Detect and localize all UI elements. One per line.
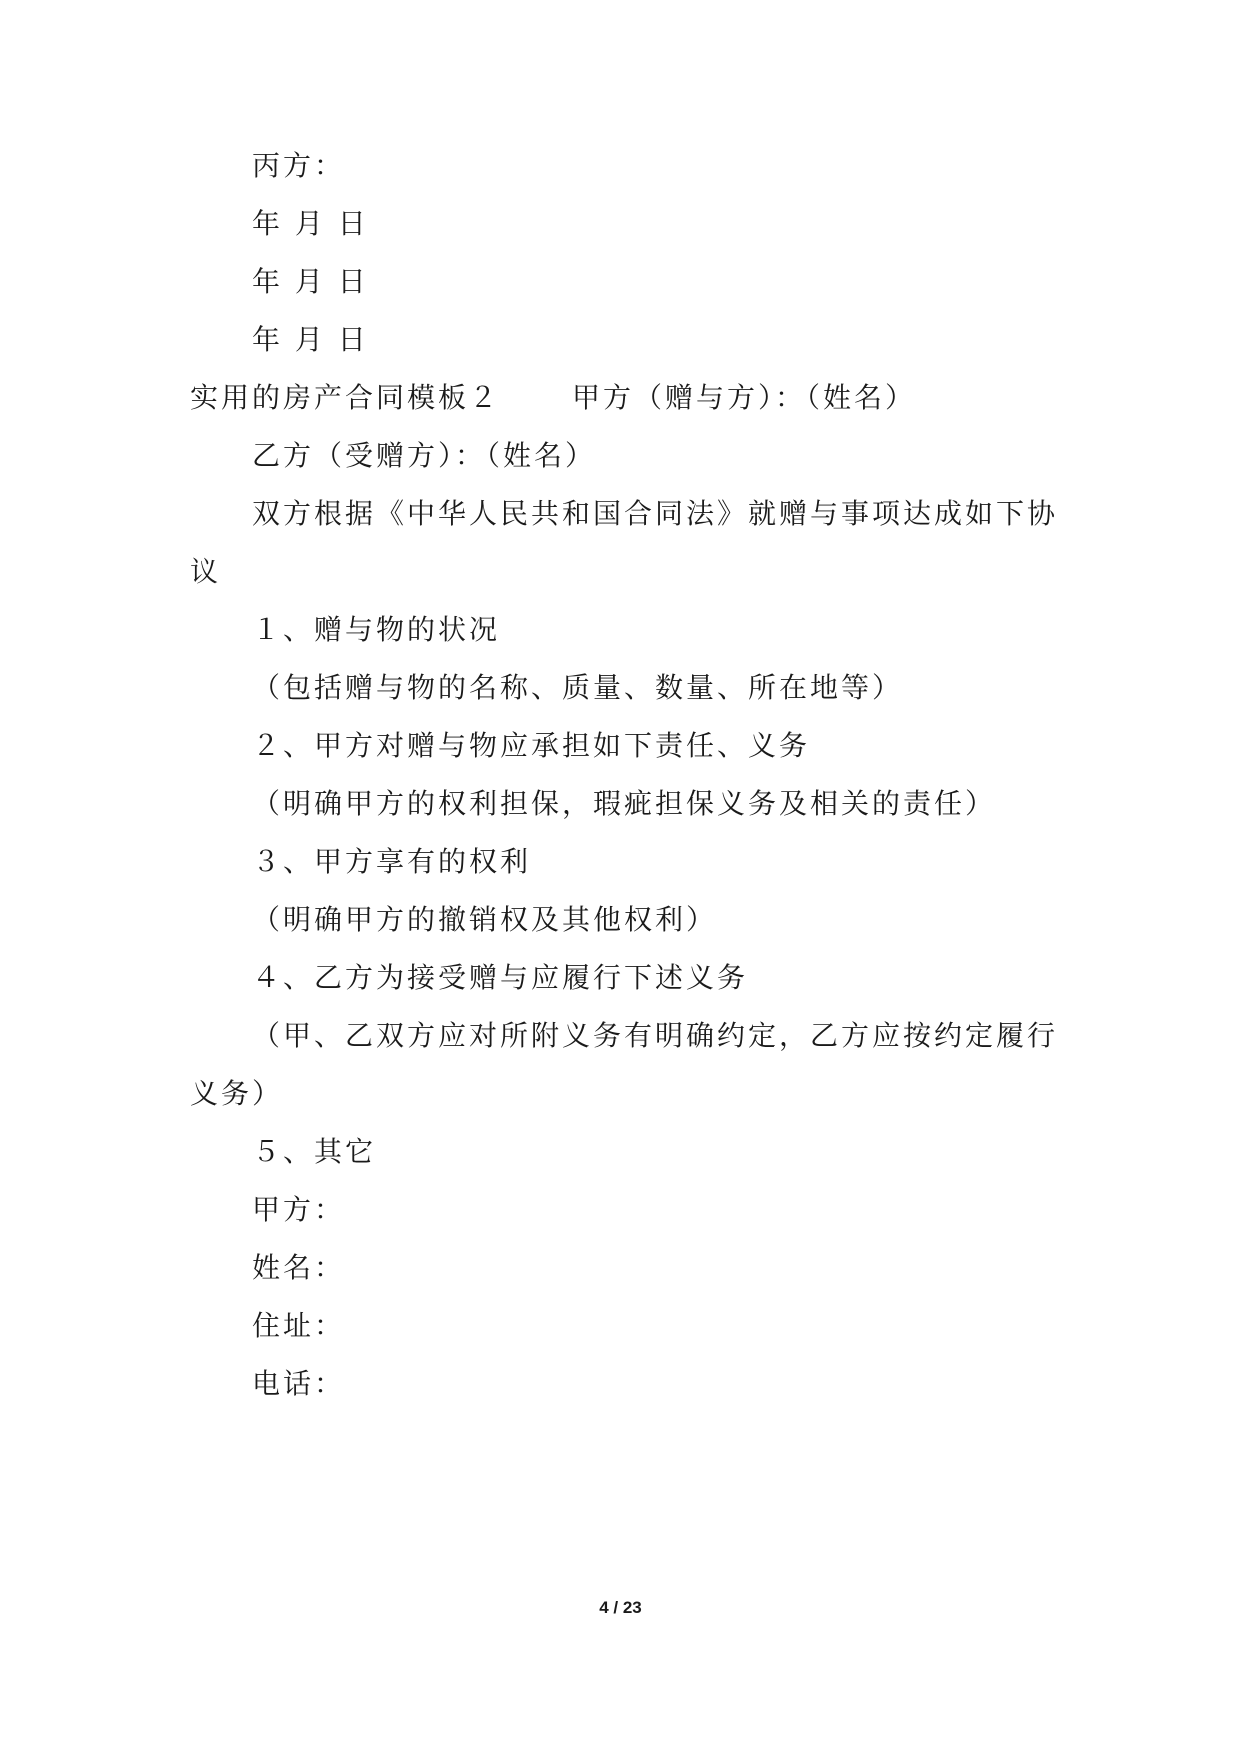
clause-4-heading: ４、乙方为接受赠与应履行下述义务 bbox=[252, 961, 749, 994]
signature-address: 住址： bbox=[252, 1309, 346, 1342]
clause-2-heading: ２、甲方对赠与物应承担如下责任、义务 bbox=[252, 729, 811, 762]
signature-phone: 电话： bbox=[252, 1367, 346, 1400]
clause-3-heading: ３、甲方享有的权利 bbox=[252, 845, 532, 878]
intro-paragraph-line: 双方根据《中华人民共和国合同法》就赠与事项达成如下协 bbox=[252, 497, 1059, 530]
signature-name: 姓名： bbox=[252, 1251, 346, 1284]
clause-4-note: 义务） bbox=[190, 1077, 284, 1110]
clause-4-note: （甲、乙双方应对所附义务有明确约定，乙方应按约定履行 bbox=[252, 1019, 1059, 1052]
clause-5-heading: ５、其它 bbox=[252, 1135, 377, 1168]
party-c-label: 丙方： bbox=[252, 149, 346, 182]
party-a-heading: 甲方（赠与方）：（姓名） bbox=[572, 381, 917, 414]
title-line bbox=[190, 378, 916, 418]
clause-1-heading: １、赠与物的状况 bbox=[252, 613, 501, 646]
party-b-heading: 乙方（受赠方）：（姓名） bbox=[252, 439, 597, 472]
clause-2-note: （明确甲方的权利担保，瑕疵担保义务及相关的责任） bbox=[252, 787, 997, 820]
date-line: 年 月 日 bbox=[252, 265, 369, 298]
intro-paragraph-line: 议 bbox=[190, 555, 222, 588]
page-number: 4 / 23 bbox=[599, 1598, 642, 1617]
contract-title: 实用的房产合同模板２ bbox=[190, 381, 501, 414]
signature-party-a: 甲方： bbox=[252, 1193, 346, 1226]
date-line: 年 月 日 bbox=[252, 323, 369, 356]
clause-1-note: （包括赠与物的名称、质量、数量、所在地等） bbox=[252, 671, 904, 704]
clause-3-note: （明确甲方的撤销权及其他权利） bbox=[252, 903, 718, 936]
date-line: 年 月 日 bbox=[252, 207, 369, 240]
